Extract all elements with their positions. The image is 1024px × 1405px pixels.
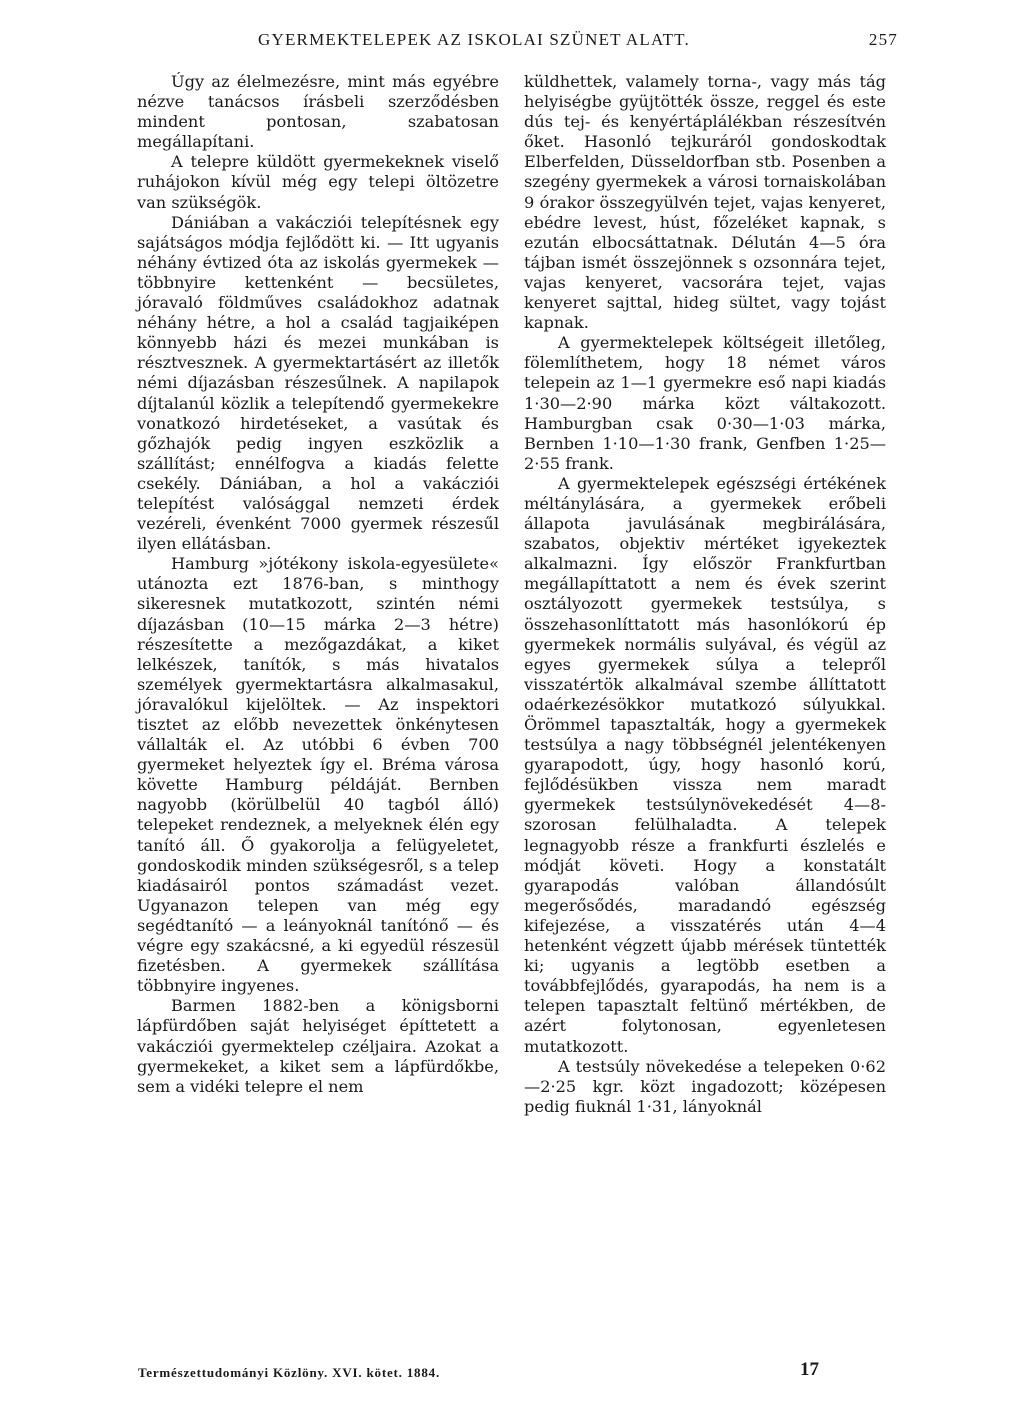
paragraph: A testsúly növekedése a telepeken 0·62—2·25 kgr. közt ingadozott; középesen pedig fiuknál 1·31, lányoknál [524,1056,886,1116]
paragraph: Úgy az élelmezésre, mint más egyébre nézve tanácsos írásbeli szerződésben mindent pontosan, szabatosan megállapítani. [137,72,499,152]
paragraph: Barmen 1882-ben a königsborni lápfürdőben saját helyiséget építtetett a vakácziói gyermektelep czéljaira. Azokat a gyermekeket, a kiket sem a lápfürdőkbe, sem a vidéki telepre el nem [137,996,499,1096]
left-column [137,72,499,1097]
paragraph: Hamburg »jótékony iskola-egyesülete« utánozta ezt 1876-ban, s minthogy sikeresnek mutatkozott, szintén némi díjazásban (10—15 márka 2—3 hétre) részesítette a mezőgazdákat, a kiket lelkészek, tanítók, s más hivatalos személyek gyermektartásra alkalmasakul, jóravalókul kijelöltek. — Az inspektori tisztet az előbb nevezettek önkénytesen vállalták el. Az utóbbi 6 évben 700 gyermeket helyeztek így el. Bréma városa követte Hamburg példáját. Bernben nagyobb (körülbelül 40 tagból álló) telepeket rendeznek, a melyeknek élén egy tanító áll. Ő gyakorolja a felügyeletet, gondoskodik minden szükségesről, s a telep kiadásairól pontos számadást vezet. Ugyanazon telepen van még egy segédtanító — a leányoknál tanítónő — és végre egy szakácsné, a ki egyedül részesül fizetésben. A gyermekek szállítása többnyire ingyenes. [137,554,499,996]
paragraph: A telepre küldött gyermekeknek viselő ruhájokon kívül még egy telepi öltözetre van szükségök. [137,152,499,212]
running-title: GYERMEKTELEPEK AZ ISKOLAI SZÜNET ALATT. [258,30,690,49]
paragraph: Dániában a vakácziói telepítésnek egy sajátságos módja fejlődött ki. — Itt ugyanis néhány évtized óta az iskolás gyermekek — többnyire kettenként — becsületes, jóravaló földműves családokhoz adatnak néhány hétre, a hol a család tagjaiképen könnyebb házi és mezei munkában is résztvesznek. A gyermektartásért az illetők némi díjazásban részesűlnek. A napilapok díjtalanúl közlik a telepítendő gyermekekre vonatkozó hirdetéseket, a vasútak és gőzhajók pedig ingyen eszközlik a szállítást; ennélfogva a kiadás felette csekély. Dániában, a hol a vakácziói telepítést valósággal nemzeti érdek vezéreli, évenként 7000 gyermek részesűl ilyen ellátásban. [137,212,499,554]
paragraph: A gyermektelepek egészségi értékének méltánylására, a gyermekek erőbeli állapota javulásának megbirálására, szabatos, objektiv mértéket igyekeztek alkalmazni. Így először Frankfurtban megállapíttatott a nem és évek szerint osztályozott gyermekek testsúlya, s összehasonlíttatott más hasonlókorú ép gyermekek normális sulyával, és végül az egyes gyermekek súlya a telepről visszatértök alkalmával szembe állíttatott odaérkezésökkor mutatkozó súlyukkal. Örömmel tapasztalták, hogy a gyermekek testsúlya a nagy többségnél jelentékenyen gyarapodott, úgy, hogy hasonló korú, fejlődésükben vissza nem maradt gyermekek testsúlynövekedését 4—8-szorosan felülhaladta. A telepek legnagyobb része a frankfurti észlelés e módját követi. Hogy a konstatált gyarapodás valóban állandósúlt megerősődés, maradandó egészség kifejezése, a visszatérés után 4—4 hetenként végzett újabb mérések tüntették ki; ugyanis a legtöbb esetben a továbbfejlődés, gyarapodás, ha nem is a telepen tapasztalt feltünő mértékben, de azért folytonosan, egyenletesen mutatkozott. [524,473,886,1056]
paragraph: A gyermektelepek költségeit illetőleg, fölemlíthetem, hogy 18 német város telepein az 1—1 gyermekre eső napi kiadás 1·30—2·90 márka közt váltakozott. Hamburgban csak 0·30—1·03 márka, Bernben 1·10—1·30 frank, Genfben 1·25—2·55 frank. [524,333,886,473]
page-footer [138,1359,898,1385]
signature-mark: 17 [800,1359,819,1380]
page-number: 257 [868,30,898,49]
journal-citation: Természettudományi Közlöny. XVI. kötet. 1884. [138,1365,441,1380]
running-header [138,30,898,56]
paragraph: küldhettek, valamely torna-, vagy más tág helyiségbe gyüjtötték össze, reggel és este dús tej- és kenyértáplálékban részesítvén őket. Hasonló tejkuráról gondoskodtak Elberfelden, Düsseldorfban stb. Posenben a szegény gyermekek a városi tornaiskolában 9 órakor összegyülvén tejet, vajas kenyeret, ebédre levest, húst, főzeléket kapnak, s ezután elbocsáttatnak. Délután 4—5 óra tájban ismét összejönnek s ozsonnára tejet, vajas kenyeret, vacsorára tejet, vajas kenyeret sajttal, hideg sültet, vagy tojást kapnak. [524,72,886,333]
right-column [524,72,886,1117]
